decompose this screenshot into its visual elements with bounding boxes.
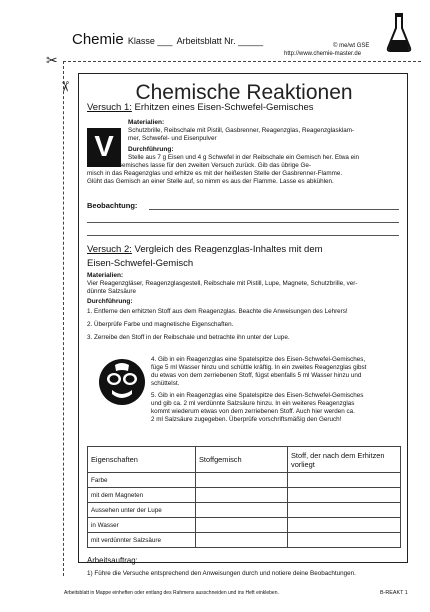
sheet-code: B-REAKT 1: [380, 590, 408, 596]
versuch2-heading-cont: Eisen-Schwefel-Gemisch: [87, 258, 194, 269]
answer-cell[interactable]: [196, 488, 288, 503]
cut-line-top: [63, 61, 421, 62]
beobachtung-label: Beobachtung:: [87, 201, 138, 210]
versuch1-materialien-line: mer, Schwefel- und Eisenpulver: [128, 135, 217, 142]
durchfuehrung-label: Durchführung:: [128, 146, 174, 153]
versuch2-step5-line: 5. Gib in ein Reagenzglas eine Spatelspitze des Eisen-Schwefel-Gemisches: [151, 392, 364, 399]
answer-cell[interactable]: [288, 473, 401, 488]
subject-title: Chemie: [72, 31, 124, 48]
answer-cell[interactable]: [288, 533, 401, 548]
table-row: [88, 488, 401, 503]
versuch2-step4-line: füge 5 ml Wasser hinzu und schüttle kräftig. In ein zweites Reagenzglas gibst: [151, 364, 367, 371]
versuch2-step: 2. Überprüfe Farbe und magnetische Eigenschaften.: [87, 321, 234, 328]
column-header: Eigenschaften: [88, 447, 196, 473]
scissors-icon: ✂: [57, 80, 74, 93]
answer-line: [149, 209, 399, 210]
versuch2-step4-line: 4. Gib in ein Reagenzglas eine Spatelspitze des Eisen-Schwefel-Gemisches,: [151, 356, 366, 363]
versuch2-number: Versuch 2:: [87, 244, 132, 255]
arbeitsauftrag-label: Arbeitsauftrag:: [87, 556, 138, 565]
row-label: mit dem Magneten: [88, 488, 196, 503]
worksheet-header: [0, 0, 430, 60]
versuch1-durchfuehrung-line: Drittel des Gemisches lasse für den zweiten Versuch zurück. Gib das übrige Ge-: [87, 162, 311, 169]
row-label: mit verdünnter Salzsäure: [88, 533, 196, 548]
header-line: [72, 31, 263, 48]
answer-cell[interactable]: [196, 518, 288, 533]
safety-goggles-icon: [98, 358, 146, 406]
answer-cell[interactable]: [196, 473, 288, 488]
versuch1-number: Versuch 1:: [87, 102, 132, 113]
versuch2-step: 3. Zerreibe den Stoff in der Reibschale und betrachte ihn unter der Lupe.: [87, 334, 290, 341]
versuch1-heading: [87, 102, 314, 113]
arbeitsauftrag-text: 1) Führe die Versuche entsprechend den Anweisungen durch und notiere deine Beobachtungen.: [87, 570, 356, 577]
versuch2-title: Vergleich des Reagenzglas-Inhaltes mit dem: [131, 244, 323, 255]
versuch1-title: Erhitzen eines Eisen-Schwefel-Gemisches: [131, 102, 314, 113]
page-title: Chemische Reaktionen: [135, 81, 353, 104]
class-field: Klasse ___: [127, 36, 173, 46]
table-header-row: [88, 447, 401, 473]
versuch2-step5-line: und gib ca. 2 ml verdünnte Salzsäure hinzu. In ein weiteres Reagenzglas: [151, 400, 355, 407]
sheet-number-field: Arbeitsblatt Nr. _____: [176, 36, 264, 46]
answer-cell[interactable]: [196, 533, 288, 548]
flask-icon: [386, 12, 412, 52]
scissors-icon: ✂: [46, 52, 58, 68]
versuch1-durchfuehrung-line: Glüht das Gemisch an einer Stelle auf, so nimm es aus der Flamme. Lasse es abkühlen.: [87, 178, 334, 185]
answer-cell[interactable]: [288, 518, 401, 533]
answer-cell[interactable]: [288, 503, 401, 518]
versuch2-materialien-line: Vier Reagenzgläser, Reagenzglasgestell, Reibschale mit Pistill, Lupe, Magnete, Schutzbrille, ver-: [87, 280, 358, 287]
properties-table: [87, 446, 401, 548]
versuch2-step5-line: kommt wiederum etwas von dem zerriebenen Stoff. Auch hier werden ca.: [151, 408, 355, 415]
materialien-label: Materialien:: [87, 272, 124, 279]
row-label: in Wasser: [88, 518, 196, 533]
versuch1-durchfuehrung-line: Stelle aus 7 g Eisen und 4 g Schwefel in der Reibschale ein Gemisch her. Etwa ein: [128, 154, 360, 161]
copyright-note: © me/wt GSE: [333, 43, 370, 49]
worksheet-frame: [78, 73, 408, 577]
cut-line-left: [63, 61, 64, 576]
table-row: [88, 503, 401, 518]
row-label: Farbe: [88, 473, 196, 488]
answer-cell[interactable]: [288, 488, 401, 503]
table-row: [88, 533, 401, 548]
column-header: Stoffgemisch: [196, 447, 288, 473]
answer-line: [87, 222, 399, 223]
versuch1-materialien-line: Schutzbrille, Reibschale mit Pistill, Gasbrenner, Reagenzglas, Reagenzglasklam-: [128, 127, 355, 134]
materialien-label: Materialien:: [128, 119, 165, 126]
versuch2-step5-line: 2 ml Salzsäure zugegeben. Überprüfe vorschriftsmäßig den Geruch!: [151, 416, 342, 423]
durchfuehrung-label: Durchführung:: [87, 298, 133, 305]
versuch2-step: 1. Entferne den erhitzten Stoff aus dem Reagenzglas. Beachte die Anweisungen des Lehrers!: [87, 308, 348, 315]
answer-cell[interactable]: [196, 503, 288, 518]
versuch-icon: V: [87, 128, 121, 167]
website-url: http://www.chemie-master.de: [284, 51, 362, 57]
versuch2-materialien-line: dünnte Salzsäure: [87, 288, 137, 295]
table-row: [88, 473, 401, 488]
versuch2-heading: [87, 244, 323, 255]
versuch2-step4-line: du etwas von dem zerriebenen Stoff, fügst ebenfalls 5 ml Wasser hinzu und: [151, 372, 362, 379]
answer-line: [87, 235, 399, 236]
footer-instruction: Arbeitsblatt in Mappe einheften oder entlang des Rahmens ausschneiden und ins Heft einkleben.: [64, 590, 279, 596]
versuch1-durchfuehrung-line: misch in das Reagenzglas und erhitze es mit der heißesten Stelle der Gasbrenner-Flamme.: [87, 170, 343, 177]
column-header: Stoff, der nach dem Erhitzen vorliegt: [288, 447, 401, 473]
row-label: Aussehen unter der Lupe: [88, 503, 196, 518]
versuch2-step4-line: schüttelst.: [151, 380, 180, 387]
table-row: [88, 518, 401, 533]
